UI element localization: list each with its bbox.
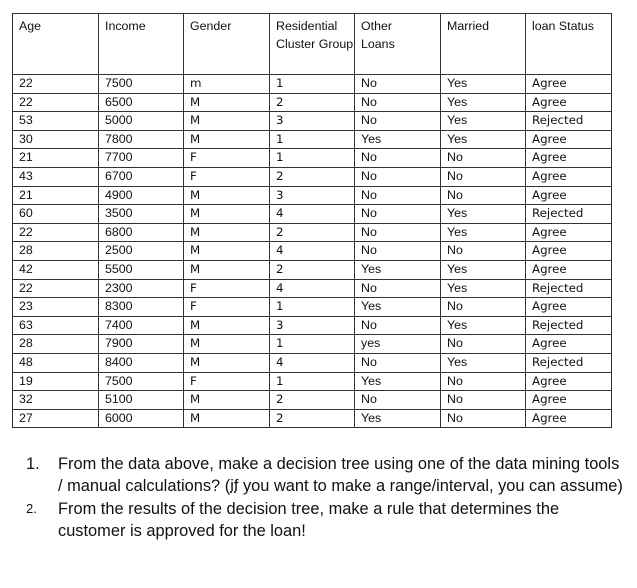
cell-loan-status: Rejected — [526, 205, 612, 224]
cell-age: 27 — [13, 409, 99, 428]
cell-gender: M — [184, 335, 270, 354]
cell-loan-status: Rejected — [526, 316, 612, 335]
cell-married: Yes — [441, 130, 526, 149]
cell-other-loans: No — [355, 167, 441, 186]
cell-income: 7800 — [99, 130, 184, 149]
cell-loan-status: Agree — [526, 75, 612, 94]
cell-gender: M — [184, 260, 270, 279]
cell-cluster: 4 — [270, 279, 355, 298]
question-2-number: 2. — [26, 501, 37, 516]
cell-other-loans: No — [355, 75, 441, 94]
cell-income: 7700 — [99, 149, 184, 168]
cell-gender: M — [184, 186, 270, 205]
cell-age: 60 — [13, 205, 99, 224]
question-1-text-after: you want to make a range/interval, you can assume) — [238, 477, 623, 495]
table-row — [13, 93, 612, 112]
cell-income: 3500 — [99, 205, 184, 224]
cell-income: 5100 — [99, 391, 184, 410]
cell-gender: F — [184, 372, 270, 391]
cell-loan-status: Agree — [526, 186, 612, 205]
table-row — [13, 112, 612, 131]
cell-married: No — [441, 298, 526, 317]
cell-other-loans: No — [355, 353, 441, 372]
table-row — [13, 205, 612, 224]
cell-loan-status: Agree — [526, 372, 612, 391]
cell-married: No — [441, 391, 526, 410]
cell-gender: M — [184, 242, 270, 261]
cell-income: 2500 — [99, 242, 184, 261]
cell-other-loans: yes — [355, 335, 441, 354]
cell-income: 7400 — [99, 316, 184, 335]
table-row — [13, 167, 612, 186]
cell-gender: M — [184, 130, 270, 149]
cell-age: 21 — [13, 186, 99, 205]
cell-cluster: 1 — [270, 372, 355, 391]
cell-income: 2300 — [99, 279, 184, 298]
cell-income: 5500 — [99, 260, 184, 279]
cell-income: 7900 — [99, 335, 184, 354]
cell-gender: F — [184, 298, 270, 317]
table-row — [13, 353, 612, 372]
cell-cluster: 1 — [270, 130, 355, 149]
question-1-text-before: From the data above, make a decision tree using one of the data mining tools / manual calculations? ( — [58, 455, 620, 495]
cell-loan-status: Agree — [526, 335, 612, 354]
cell-age: 43 — [13, 167, 99, 186]
cell-other-loans: No — [355, 223, 441, 242]
table-row — [13, 75, 612, 94]
cell-cluster: 4 — [270, 242, 355, 261]
cell-cluster: 2 — [270, 409, 355, 428]
cell-other-loans: No — [355, 93, 441, 112]
cell-married: Yes — [441, 75, 526, 94]
cell-gender: M — [184, 93, 270, 112]
table-row — [13, 149, 612, 168]
cell-gender: M — [184, 112, 270, 131]
cell-income: 6000 — [99, 409, 184, 428]
cell-loan-status: Agree — [526, 242, 612, 261]
loan-data-table — [12, 13, 612, 428]
cell-cluster: 2 — [270, 223, 355, 242]
cell-loan-status: Rejected — [526, 353, 612, 372]
cell-income: 4900 — [99, 186, 184, 205]
cell-loan-status: Rejected — [526, 112, 612, 131]
cell-other-loans: No — [355, 391, 441, 410]
cell-age: 22 — [13, 93, 99, 112]
cell-other-loans: Yes — [355, 409, 441, 428]
header-other-loans: Other Loans — [355, 14, 441, 75]
cell-married: Yes — [441, 112, 526, 131]
cell-age: 48 — [13, 353, 99, 372]
cell-income: 7500 — [99, 372, 184, 391]
question-1 — [26, 453, 626, 497]
cell-other-loans: No — [355, 112, 441, 131]
cell-age: 32 — [13, 391, 99, 410]
cell-age: 23 — [13, 298, 99, 317]
cell-loan-status: Agree — [526, 298, 612, 317]
table-row — [13, 223, 612, 242]
cell-cluster: 4 — [270, 353, 355, 372]
cell-gender: M — [184, 223, 270, 242]
cell-age: 63 — [13, 316, 99, 335]
table-row — [13, 186, 612, 205]
table-row — [13, 391, 612, 410]
table-row — [13, 260, 612, 279]
table-body — [13, 75, 612, 428]
cell-age: 53 — [13, 112, 99, 131]
cell-gender: M — [184, 205, 270, 224]
cell-other-loans: No — [355, 279, 441, 298]
cell-married: Yes — [441, 353, 526, 372]
cell-gender: F — [184, 279, 270, 298]
cell-cluster: 3 — [270, 112, 355, 131]
table-row — [13, 130, 612, 149]
cell-married: No — [441, 372, 526, 391]
cell-gender: M — [184, 409, 270, 428]
cell-cluster: 3 — [270, 316, 355, 335]
cell-gender: M — [184, 391, 270, 410]
cell-cluster: 2 — [270, 260, 355, 279]
table-row — [13, 372, 612, 391]
cell-other-loans: No — [355, 149, 441, 168]
cell-age: 42 — [13, 260, 99, 279]
cell-married: No — [441, 186, 526, 205]
cell-married: Yes — [441, 279, 526, 298]
question-1-number: 1. — [26, 455, 40, 473]
cell-other-loans: Yes — [355, 298, 441, 317]
cell-loan-status: Agree — [526, 223, 612, 242]
cell-married: Yes — [441, 260, 526, 279]
cell-loan-status: Agree — [526, 167, 612, 186]
table-row — [13, 242, 612, 261]
cell-income: 8400 — [99, 353, 184, 372]
cell-gender: M — [184, 316, 270, 335]
cell-cluster: 1 — [270, 75, 355, 94]
cell-age: 22 — [13, 223, 99, 242]
table-row — [13, 316, 612, 335]
cell-income: 6800 — [99, 223, 184, 242]
cell-other-loans: No — [355, 205, 441, 224]
cell-income: 7500 — [99, 75, 184, 94]
cell-married: Yes — [441, 316, 526, 335]
cell-income: 6500 — [99, 93, 184, 112]
cell-married: No — [441, 149, 526, 168]
cell-cluster: 1 — [270, 335, 355, 354]
cell-other-loans: Yes — [355, 130, 441, 149]
cell-other-loans: Yes — [355, 260, 441, 279]
cell-loan-status: Agree — [526, 93, 612, 112]
question-2 — [26, 498, 626, 542]
header-gender: Gender — [184, 14, 270, 75]
header-residential-cluster-group: Residential Cluster Group — [270, 14, 355, 75]
cell-cluster: 3 — [270, 186, 355, 205]
cell-cluster: 2 — [270, 167, 355, 186]
cell-age: 19 — [13, 372, 99, 391]
cell-cluster: 1 — [270, 149, 355, 168]
cell-age: 22 — [13, 279, 99, 298]
cell-gender: m — [184, 75, 270, 94]
table-header-row — [13, 14, 612, 75]
cell-married: Yes — [441, 223, 526, 242]
cell-age: 28 — [13, 242, 99, 261]
cell-other-loans: Yes — [355, 372, 441, 391]
cell-gender: F — [184, 167, 270, 186]
cell-loan-status: Agree — [526, 260, 612, 279]
table-row — [13, 279, 612, 298]
cell-other-loans: No — [355, 242, 441, 261]
cell-married: Yes — [441, 93, 526, 112]
cell-loan-status: Agree — [526, 149, 612, 168]
cell-loan-status: Agree — [526, 391, 612, 410]
header-loan-status: loan Status — [526, 14, 612, 75]
cell-age: 22 — [13, 75, 99, 94]
cell-cluster: 2 — [270, 93, 355, 112]
table-row — [13, 298, 612, 317]
cell-gender: F — [184, 149, 270, 168]
cell-married: No — [441, 409, 526, 428]
cell-age: 21 — [13, 149, 99, 168]
question-2-text: From the results of the decision tree, make a rule that determines the customer is approved for the loan! — [58, 500, 560, 540]
cell-cluster: 4 — [270, 205, 355, 224]
cell-income: 6700 — [99, 167, 184, 186]
cell-married: No — [441, 167, 526, 186]
cell-age: 30 — [13, 130, 99, 149]
cell-cluster: 1 — [270, 298, 355, 317]
cell-cluster: 2 — [270, 391, 355, 410]
table-row — [13, 409, 612, 428]
cell-married: No — [441, 242, 526, 261]
cell-other-loans: No — [355, 186, 441, 205]
question-1-underlined-word: if — [230, 477, 239, 495]
cell-married: Yes — [441, 205, 526, 224]
table-row — [13, 335, 612, 354]
cell-loan-status: Agree — [526, 130, 612, 149]
cell-income: 5000 — [99, 112, 184, 131]
header-age: Age — [13, 14, 99, 75]
cell-married: No — [441, 335, 526, 354]
header-married: Married — [441, 14, 526, 75]
cell-gender: M — [184, 353, 270, 372]
header-income: Income — [99, 14, 184, 75]
cell-age: 28 — [13, 335, 99, 354]
question-list — [26, 453, 626, 543]
cell-loan-status: Agree — [526, 409, 612, 428]
cell-income: 8300 — [99, 298, 184, 317]
cell-other-loans: No — [355, 316, 441, 335]
cell-loan-status: Rejected — [526, 279, 612, 298]
